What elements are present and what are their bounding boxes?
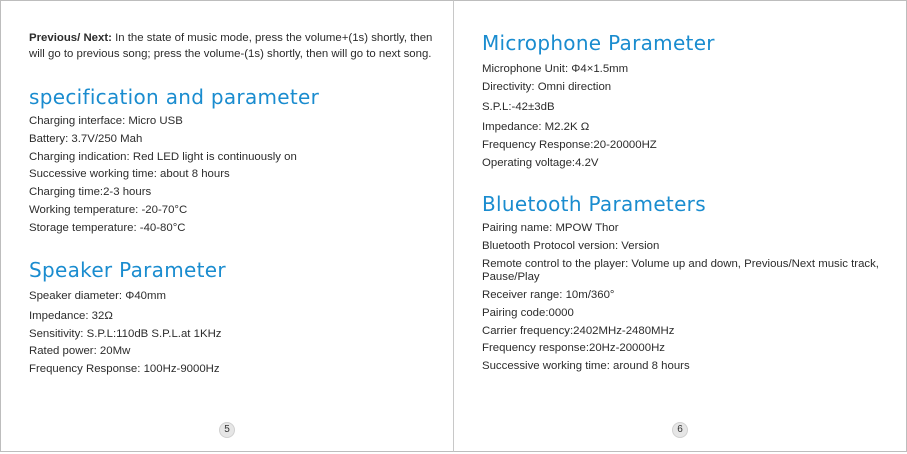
- page-right-content: [482, 31, 892, 376]
- prev-next-text: In the state of music mode, press the volume+(1s) shortly, then will go to previous song; press the volume-(1s) shortly, then will go to next song.: [29, 32, 433, 60]
- speaker-item: Speaker diameter: Φ40mm: [29, 289, 166, 302]
- spec-item: Working temperature: -20-70°C: [29, 203, 188, 216]
- bluetooth-item: Remote control to the player: Volume up and down, Previous/Next music track, Pause/Play: [482, 257, 883, 284]
- bluetooth-item: Carrier frequency:2402MHz-2480MHz: [482, 324, 675, 337]
- microphone-item: Frequency Response:20-20000HZ: [482, 138, 657, 151]
- bluetooth-list: [482, 220, 892, 376]
- page-right: [453, 0, 907, 452]
- speaker-item: Impedance: 32Ω: [29, 309, 113, 322]
- spec-item: Charging indication: Red LED light is continuously on: [29, 150, 297, 163]
- microphone-heading: Microphone Parameter: [482, 31, 715, 55]
- bluetooth-item: Pairing name: MPOW Thor: [482, 222, 619, 235]
- bluetooth-item: Pairing code:0000: [482, 306, 574, 319]
- spec-item: Charging time:2-3 hours: [29, 186, 152, 199]
- microphone-item: Microphone Unit: Φ4×1.5mm: [482, 63, 629, 75]
- section-spacer: [29, 238, 439, 258]
- spec-item: Successive working time: about 8 hours: [29, 168, 230, 181]
- page-left-content: [29, 31, 439, 379]
- page-number-right: 6: [672, 422, 688, 438]
- spec-item: Charging interface: Micro USB: [29, 115, 183, 127]
- bluetooth-item: Frequency response:20Hz-20000Hz: [482, 342, 665, 355]
- microphone-item: S.P.L:-42±3dB: [482, 100, 555, 113]
- microphone-item: Impedance: M2.2K Ω: [482, 120, 590, 133]
- bluetooth-heading: Bluetooth Parameters: [482, 192, 706, 217]
- microphone-list: [482, 59, 892, 172]
- section-spacer: [482, 172, 892, 192]
- speaker-list: [29, 286, 439, 379]
- prev-next-instruction: [29, 31, 439, 62]
- speaker-item: Sensitivity: S.P.L:110dB S.P.L.at 1KHz: [29, 327, 222, 340]
- bluetooth-item: Bluetooth Protocol version: Version: [482, 240, 660, 253]
- prev-next-label: Previous/ Next:: [29, 32, 112, 44]
- spec-heading: specification and parameter: [29, 85, 320, 109]
- speaker-heading: Speaker Parameter: [29, 257, 226, 282]
- spec-item: Storage temperature: -40-80°C: [29, 221, 186, 234]
- bluetooth-item: Receiver range: 10m/360°: [482, 288, 615, 301]
- speaker-item: Frequency Response: 100Hz-9000Hz: [29, 363, 220, 376]
- speaker-item: Rated power: 20Mw: [29, 345, 131, 358]
- microphone-item: Directivity: Omni direction: [482, 81, 612, 93]
- microphone-item: Operating voltage:4.2V: [482, 156, 599, 169]
- spec-item: Battery: 3.7V/250 Mah: [29, 132, 143, 145]
- bluetooth-item: Successive working time: around 8 hours: [482, 360, 690, 373]
- page-number-left: 5: [219, 422, 235, 438]
- spec-list: [29, 113, 439, 238]
- page-left: [0, 0, 454, 452]
